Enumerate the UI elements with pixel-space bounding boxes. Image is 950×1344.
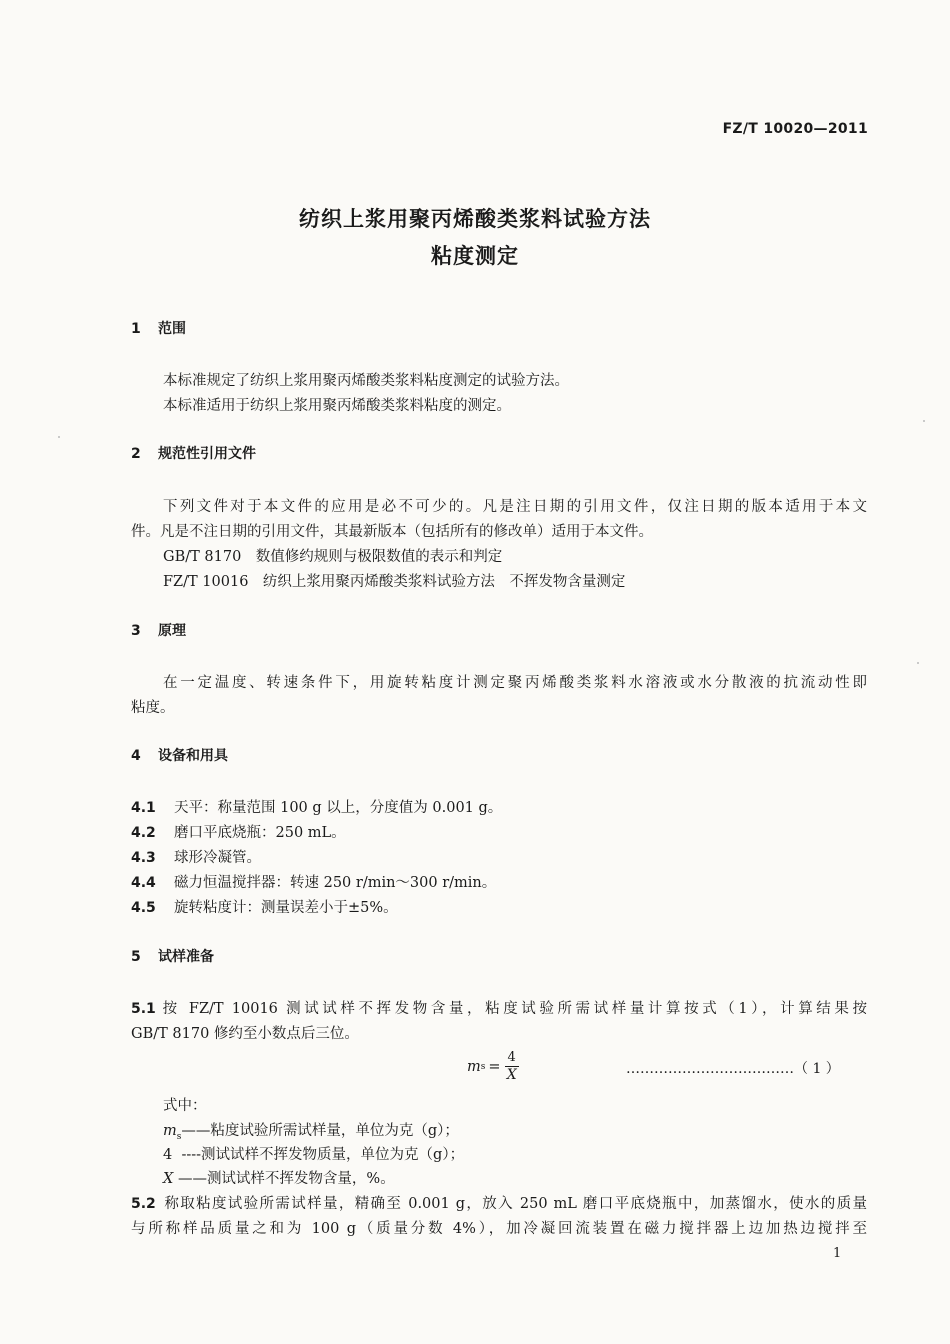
section-number: 5 [131,949,141,965]
reference-item: FZ/T 10016 纺织上浆用聚丙烯酸类浆料试验方法 不挥发物含量测定 [163,574,626,590]
section-1-heading [131,318,186,338]
equipment-item: 4.1 天平：称量范围 100 g 以上，分度值为 0.001 g。 [131,800,503,816]
variable-definition: 4 ----测试试样不挥发物质量，单位为克（g）； [163,1147,465,1163]
standard-code: FZ/T 10020—2011 [722,121,868,137]
clause-5-2-line2: 与所称样品质量之和为 100 g（质量分数 4%），加冷凝回流装置在磁力搅拌器上边加热边搅拌至 [131,1221,867,1237]
section-number: 1 [131,321,141,337]
formula-1: m s = $\frac{4}{X}$ [467,1050,519,1084]
section-number: 4 [131,748,141,764]
section-2-heading [131,443,256,463]
clause-5-1-line1: 5.1 按 FZ/T 10016 测试试样不挥发物含量，粘度试验所需试样量计算按式（1），计算结果按 [131,1001,867,1017]
section-title: 范围 [158,321,186,337]
section-title: 原理 [158,623,186,639]
equipment-item: 4.2 磨口平底烧瓶：250 mL。 [131,825,346,841]
scan-speck [917,662,919,664]
paragraph: 件。凡是不注日期的引用文件，其最新版本（包括所有的修改单）适用于本文件。 [131,524,653,540]
section-3-heading [131,620,186,640]
section-number: 3 [131,623,141,639]
variable-definition: X ——测试试样不挥发物含量，%。 [163,1171,395,1187]
clause-5-1-line2: GB/T 8170 修约至小数点后三位。 [131,1026,359,1042]
section-title: 设备和用具 [158,748,228,764]
scan-speck [58,436,60,438]
fraction: $\frac{4}{X}$ [505,1050,519,1084]
section-number: 2 [131,446,141,462]
paragraph: 本标准规定了纺织上浆用聚丙烯酸类浆料粘度测定的试验方法。 [163,373,569,389]
variable-definition: $m_s——$粘度试验所需试样量，单位为克（g）； [163,1123,459,1142]
section-title: 试样准备 [158,949,214,965]
scan-speck [923,420,925,422]
paragraph: 下列文件对于本文件的应用是必不可少的。凡是注日期的引用文件，仅注日期的版本适用于本文 [163,499,867,515]
section-title: 规范性引用文件 [158,446,256,462]
page-number: 1 [833,1246,842,1261]
equation-number: ………………………………（ 1 ） [626,1061,840,1077]
paragraph: 在一定温度、转速条件下，用旋转粘度计测定聚丙烯酸类浆料水溶液或水分散液的抗流动性即 [163,675,867,691]
equipment-item: 4.5 旋转粘度计：测量误差小于±5%。 [131,900,398,916]
equipment-item: 4.3 球形冷凝管。 [131,850,261,866]
section-5-heading [131,946,214,966]
equipment-item: 4.4 磁力恒温搅拌器：转速 250 r/min～300 r/min。 [131,875,497,891]
where-label: 式中： [163,1098,207,1114]
clause-5-2-line1: 5.2 称取粘度试验所需试样量，精确至 0.001 g，放入 250 mL 磨口平底烧瓶中，加蒸馏水，使水的质量 [131,1196,867,1212]
reference-item: GB/T 8170 数值修约规则与极限数值的表示和判定 [163,549,503,565]
document-title: 纺织上浆用聚丙烯酸类浆料试验方法 [299,207,651,231]
paragraph: 粘度。 [131,700,175,716]
document-subtitle: 粘度测定 [431,244,519,268]
section-4-heading [131,745,228,765]
paragraph: 本标准适用于纺织上浆用聚丙烯酸类浆料粘度的测定。 [163,398,511,414]
